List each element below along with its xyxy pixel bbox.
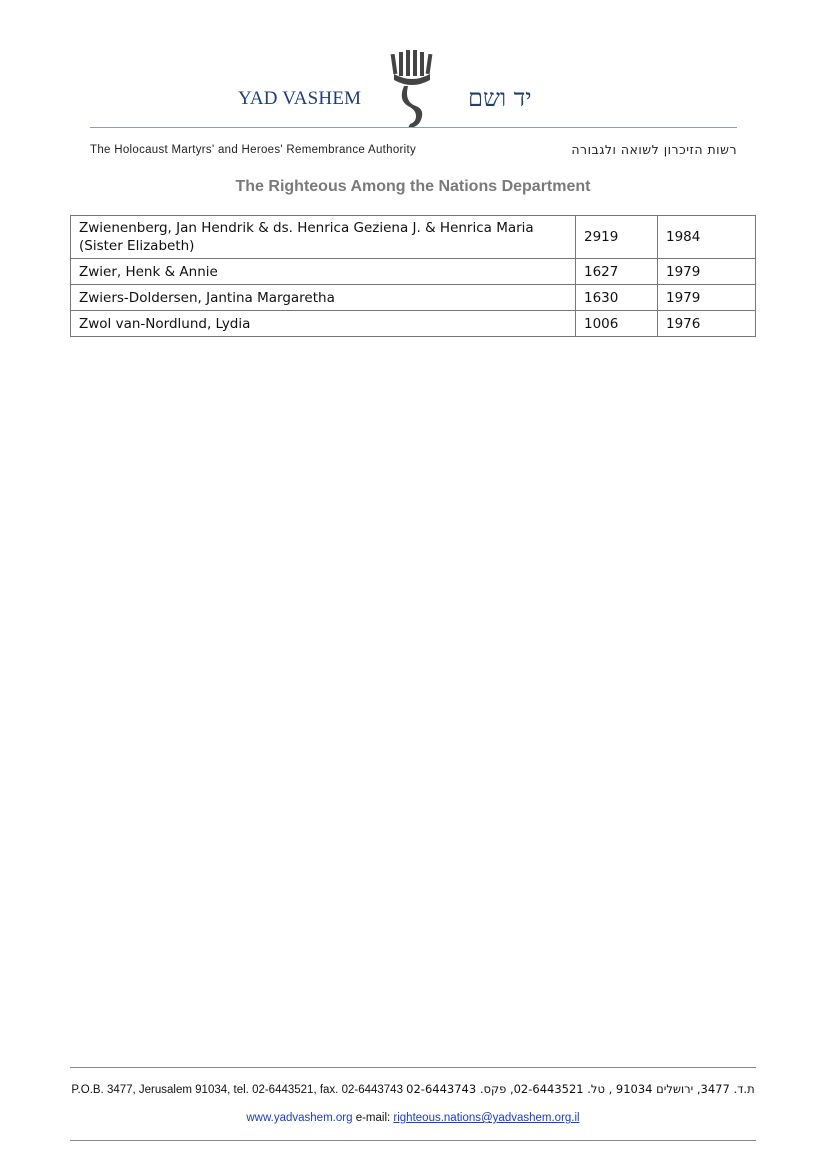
department-title: The Righteous Among the Nations Department <box>235 178 591 195</box>
record-name-line: (Sister Elizabeth) <box>79 238 195 254</box>
footer-contact <box>0 1112 826 1124</box>
record-year: 1984 <box>658 216 756 259</box>
record-year: 1979 <box>658 259 756 285</box>
record-name: Zwier, Henk & Annie <box>71 259 576 285</box>
record-file-number: 2919 <box>576 216 658 259</box>
record-name: Zwiers-Doldersen, Jantina Margaretha <box>71 285 576 311</box>
letterhead <box>0 0 826 170</box>
menorah-logo-icon <box>386 50 438 130</box>
website-link[interactable]: www.yadvashem.org <box>246 1112 353 1124</box>
righteous-records-table <box>70 215 756 337</box>
table-row <box>71 259 756 285</box>
record-file-number: 1630 <box>576 285 658 311</box>
email-label: e-mail: <box>355 1112 391 1124</box>
record-name-line: Zwienenberg, Jan Hendrik & ds. Henrica Geziena J. & Henrica Maria <box>79 220 534 236</box>
footer-divider-top <box>70 1067 756 1068</box>
record-name <box>71 216 576 259</box>
table-row <box>71 311 756 337</box>
footer-address-hebrew: ת.ד. 3477, ירושלים 91034 , טל. 02-6443521, פקס. 02-6443743 <box>406 1082 755 1096</box>
tagline-hebrew: רשות הזיכרון לשואה ולגבורה <box>571 142 737 157</box>
brand-name-english: YAD VASHEM <box>238 88 362 109</box>
table-row <box>71 216 756 259</box>
brand-name-hebrew: יד ושם <box>468 84 532 112</box>
record-name: Zwol van-Nordlund, Lydia <box>71 311 576 337</box>
record-file-number: 1627 <box>576 259 658 285</box>
tagline-english: The Holocaust Martyrs' and Heroes' Remembrance Authority <box>90 144 417 156</box>
record-year: 1976 <box>658 311 756 337</box>
record-file-number: 1006 <box>576 311 658 337</box>
footer-address <box>0 1082 826 1096</box>
footer-address-english: P.O.B. 3477, Jerusalem 91034, tel. 02-6443521, fax. 02-6443743 <box>71 1084 403 1096</box>
header-divider <box>90 127 737 128</box>
table-row <box>71 285 756 311</box>
footer-divider-bottom <box>70 1140 756 1141</box>
record-year: 1979 <box>658 285 756 311</box>
email-link[interactable]: righteous.nations@yadvashem.org.il <box>393 1112 580 1124</box>
